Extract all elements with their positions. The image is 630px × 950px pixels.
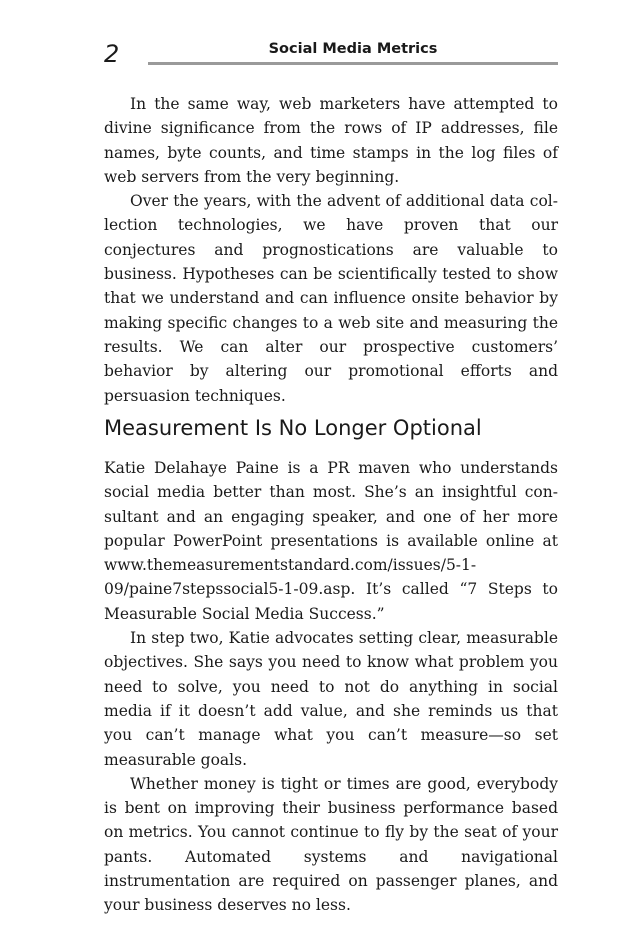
- paragraph: In the same way, web marketers have attempted to divine significance from the rows of IP addresses, file names, byte counts, and time stamps in the log files of web servers from the very beginning.: [104, 95, 558, 186]
- page-number: 2: [104, 40, 120, 68]
- paragraph: In step two, Katie advocates setting clear, measurable objectives. She says you need to know what problem you need to solve, you need to not do anything in social media if it doesn’t add value, and she reminds us that you can’t manage what you can’t measure—so set measurable goals.: [104, 629, 558, 769]
- paragraph: Over the years, with the advent of additional data collection technologies, we have proven that our conjectures and prognostications are valuable to business. Hypotheses can be scientifically tested to show that we understand and can influence onsite behavior by making specific changes to a web site and measuring the results. We can alter our prospective customers’ behavior by altering our promotional efforts and persuasion techniques.: [104, 192, 558, 405]
- paragraph: Whether money is tight or times are good, everybody is bent on improving their business performance based on metrics. You cannot continue to fly by the seat of your pants. Automated systems and navigational instrumentation are required on passenger planes, and your business deserves no less.: [104, 774, 558, 915]
- running-head: Social Media Metrics: [268, 41, 438, 57]
- intro-text-block: [104, 92, 558, 408]
- section-text-block: [104, 456, 558, 918]
- section-heading: Measurement Is No Longer Optional: [104, 416, 482, 440]
- header-rule: [148, 62, 558, 65]
- paragraph: Katie Delahaye Paine is a PR maven who understands social media better than most. She’s an insightful consultant and an engaging speaker, and one of her more popular PowerPoint presentations is available online at www.themeasurementstandard.com/issues/5-1-09/paine7stepssocial5-1-09.asp. It’s called “7 Steps to Measurable Social Media Success.”: [104, 459, 558, 623]
